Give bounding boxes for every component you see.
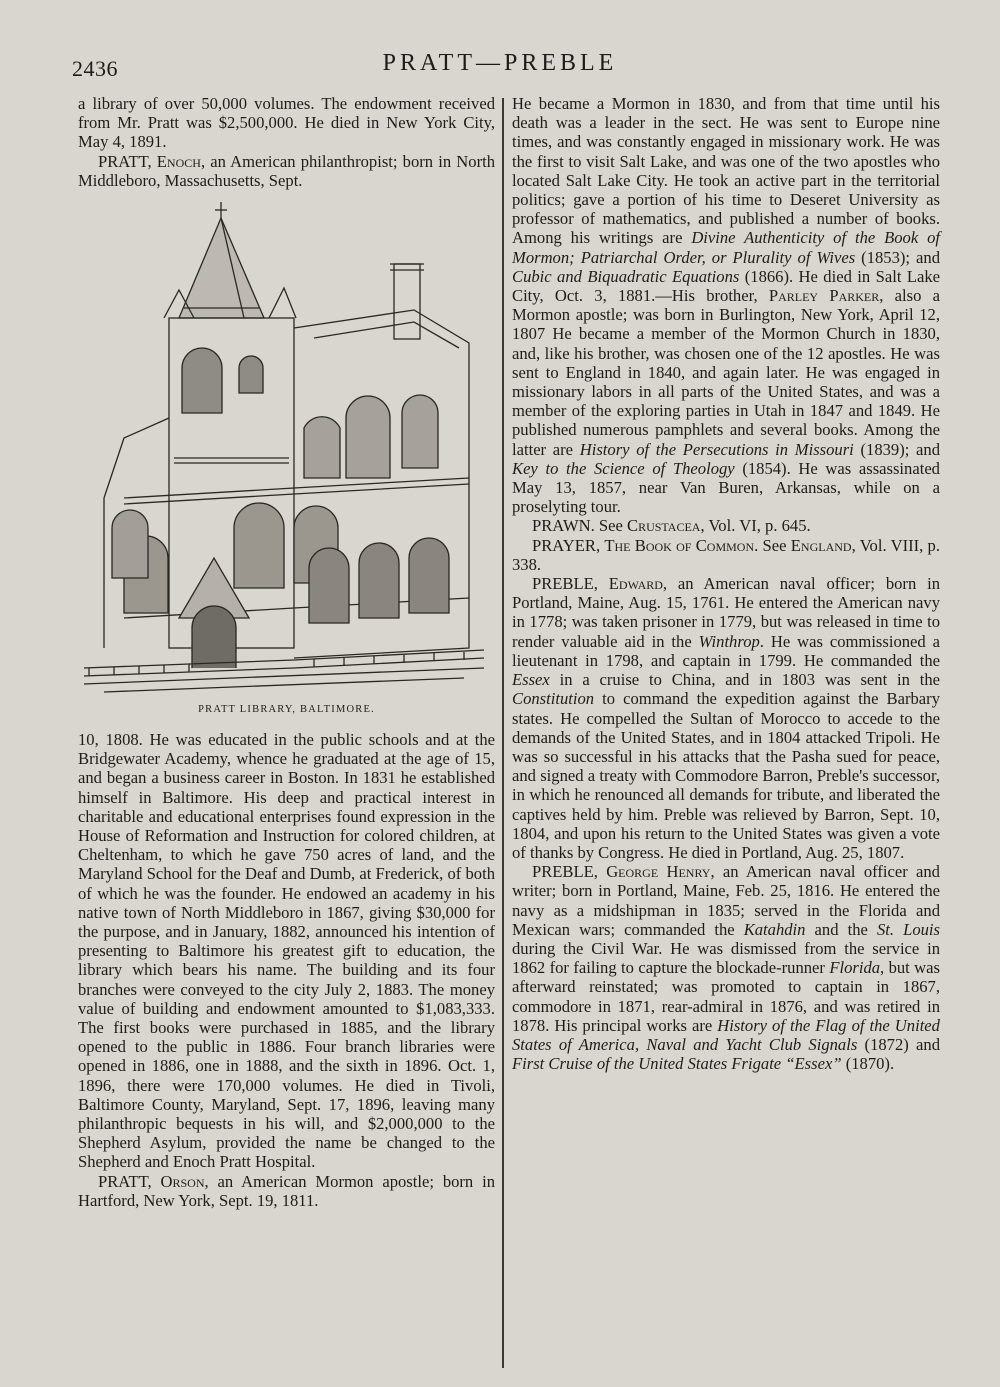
text-run: (1866). He died in Salt Lake City, Oct. 3, 1881.—His brother, (512, 266, 940, 306)
work-title: History of the Persecutions in Missouri (579, 439, 854, 459)
work-title: Cubic and Biquadratic Equations (512, 266, 740, 286)
work-title: Divine Authenticity of the Book of Mormon; Patriarchal Order, or Plurality of Wives (512, 228, 940, 267)
entry-prawn (512, 516, 940, 535)
text-run: . He was commissioned a lieutenant in 1798, and captain in 1799. He commanded the (512, 631, 940, 670)
text-run: , Vol. VIII, p. 338. (512, 535, 941, 574)
entry-text: , an American Mormon apostle; born in Hartford, New York, Sept. 19, 1811. (78, 1171, 496, 1210)
ship-name: Florida (829, 958, 881, 978)
text-run: , an American naval officer and writer; born in Portland, Maine, Feb. 25, 1816. He entered the navy as a midshipman in 1835; served in the Florida and Mexican wars; commanded the (512, 862, 940, 939)
entry-text: , an American philanthropist; born in North Middleboro, Massachusetts, Sept. (78, 151, 495, 190)
text-run: , but was afterward reinstated; was promoted to captain in 1867, commodore in 1871, rear-admiral in 1876, and was retired in 1878. His principal works are (512, 958, 940, 1035)
left-column (78, 94, 495, 1210)
text-run: , Vol. VI, p. 645. (700, 516, 811, 536)
entry-head: PRATT, (98, 151, 157, 171)
paragraph-intro: a library of over 50,000 volumes. The endowment received from Mr. Pratt was $2,500,000. He died in New York City, May 4, 1891. (78, 94, 495, 152)
ship-name: St. Louis (876, 919, 940, 939)
entry-george-henry-preble (512, 862, 940, 1073)
entry-name: Orson (160, 1171, 205, 1191)
right-column (512, 94, 940, 1073)
entry-name: Edward (608, 574, 663, 594)
text-run: He became a Mormon in 1830, and from that time until his death was a leader in the sect. He was sent to Europe nine times, and was constantly engaged in missionary work. He was the first to visit Salt Lake, and was one of the two apostles who located Salt Lake City. He took an active part in the territorial politics; gave a portion of his time to Deseret University as professor of mathematics, and published a number of books. Among his writings are (512, 94, 940, 248)
text-run: (1839); and (853, 439, 940, 459)
entry-head: PREBLE, (532, 862, 607, 882)
work-title: Key to the Science of Theology (512, 458, 735, 478)
ship-name: Winthrop (698, 631, 760, 651)
text-run: during the Civil War. He was dismissed from the service in 1862 for failing to capture the blockade-runner (512, 938, 940, 978)
entry-head: PRAYER, (532, 535, 605, 555)
entry-enoch-pratt-continued: 10, 1808. He was educated in the public schools and at the Bridgewater Academy, whence he graduated at the age of 15, and began a business career in Boston. In 1831 he established himself in Baltimore. His deep and practical interest in charitable and educational enterprises found expression in the House of Reformation and Instruction for colored children, at Cheltenham, to which he gave 750 acres of land, and the Maryland School for the Deaf and Dumb, at Frederick, of both of which he was the founder. He endowed an academy in his native town of North Middleboro in 1867, giving $30,000 for the purpose, and in January, 1882, announced his intention of presenting to Baltimore his greatest gift to education, the library which bears his name. The building and its four branches were conveyed to the city July 2, 1883. The money value of building and endowment amounted to $1,083,333. The first books were purchased in 1885, and the library opened to the public in 1886. Four branch libraries were opened in 1886, one in 1888, and the sixth in 1896. Oct. 1, 1896, there were 170,000 volumes. He died in Tivoli, Baltimore County, Maryland, Sept. 17, 1896, leaving many philanthropic bequests in his will, and $2,000,000 to the Shepherd Asylum, provided the name be changed to the Shepherd and Enoch Pratt Hospital. (78, 730, 495, 1172)
text-run: (1853); and (855, 247, 940, 267)
entry-name: George Henry (606, 862, 711, 882)
text-run: , an American naval officer; born in Portland, Maine, Aug. 15, 1761. He entered the American navy in 1778; was taken prisoner in 1779, but was released in time to render valuable aid in the (512, 574, 940, 651)
entry-name: Parley Parker (768, 286, 880, 306)
ship-name: Essex (512, 670, 550, 690)
entry-orson-pratt-continued (512, 94, 940, 516)
figure-pratt-library (78, 196, 495, 726)
running-head: PRATT—PREBLE (382, 50, 618, 76)
text-run: to command the expedition against the Barbary states. He compelled the Sultan of Morocco to accede to the demands of the United States, and in 1804 attacked Tripoli. He was so successful in his attacks that the Pasha sued for peace, and signed a treaty with Commodore Barron, Preble's successor, in which he renounced all demands for tribute, and liberated the captives held by him. Preble was relieved by Barron, Sept. 10, 1804, and upon his return to the United States was given a vote of thanks by Congress. He died in Portland, Aug. 25, 1807. (512, 689, 940, 862)
page-number: 2436 (72, 56, 118, 81)
entry-head: PREBLE, (532, 574, 609, 594)
entry-orson-pratt (78, 1172, 495, 1210)
text-run: (1854). He was assassinated May 13, 1857, near Van Buren, Arkansas, while on a proselyting tour. (512, 458, 940, 517)
work-title: First Cruise of the United States Frigate “Essex” (512, 1054, 842, 1074)
entry-edward-preble (512, 574, 940, 862)
entry-prayer (512, 536, 940, 574)
ship-name: Katahdin (743, 919, 806, 939)
text-run: (1872) and (857, 1034, 940, 1054)
cross-reference: England (790, 535, 852, 555)
entry-head: PRATT, (98, 1171, 161, 1191)
text-run: (1870). (841, 1054, 895, 1074)
ship-name: Constitution (512, 689, 595, 709)
entry-name: The Book of Common (604, 535, 755, 555)
column-divider (502, 98, 504, 1368)
figure-caption: PRATT LIBRARY, BALTIMORE. (198, 704, 375, 716)
work-title: History of the Flag of the United States of America, Naval and Yacht Club Signals (512, 1015, 940, 1054)
entry-name: Enoch (156, 151, 201, 171)
entry-enoch-pratt (78, 152, 495, 190)
cross-reference: Crustacea (627, 516, 701, 536)
text-run: , also a Mormon apostle; was born in Burlington, New York, April 12, 1807 He became a member of the Mormon Church in 1830, and, like his brother, was chosen one of the 12 apostles. He was sent to England in 1840, and again later. He was engaged in missionary labors in all parts of the United States, and was a member of the exploring parties in Utah in 1847 and 1849. He published numerous pamphlets and several books. Among the latter are (512, 286, 940, 459)
text-run: and the (805, 919, 877, 939)
text-run: in a cruise to China, and in 1803 was sent in the (549, 670, 940, 690)
entry-head: PRAWN. See (532, 516, 628, 536)
text-run: . See (754, 535, 791, 555)
library-building-illustration (84, 198, 489, 698)
